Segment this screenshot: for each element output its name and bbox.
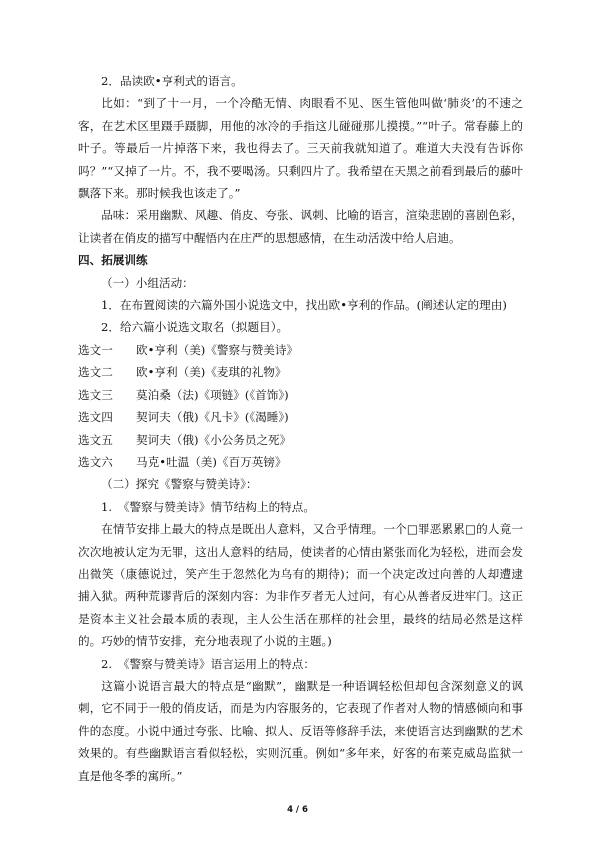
language-paragraph: 这篇小说语言最大的特点是“幽默”，幽默是一种语调轻松但却包含深刻意义的讽刺，它不同于一般的俏皮话，而是为内容服务的，它表现了作者对人物的情感倾向和事件的态度。小说中通过夸张、比喻、拟人、反语等修辞手法，来使语言达到幽默的艺术效果的。有些幽默语言看似轻松，实则沉重。例如“多年来，好客的布莱克威岛监狱一直是他冬季的寓所。”: [78, 678, 523, 783]
selection-text: 欧•亨利（美)《麦琪的礼物》: [136, 365, 287, 380]
selection-text: 莫泊桑（法)《项链》(《首饰》): [136, 387, 289, 402]
selection-row: [78, 384, 523, 406]
selection-text: 马克•吐温（美)《百万英镑》: [136, 454, 287, 469]
selection-row: [78, 361, 523, 383]
selection-text: 契诃夫（俄)《凡卡》(《渴睡》): [136, 410, 289, 425]
page-number: 4 / 6: [287, 805, 308, 815]
selection-text: 欧•亨利（美)《警察与赞美诗》: [136, 342, 299, 357]
selection-label: 选文一: [78, 342, 113, 357]
selection-label: 选文二: [78, 365, 113, 380]
selection-label: 选文六: [78, 454, 113, 469]
selection-label: 选文三: [78, 387, 113, 402]
example-paragraph: 比如：“到了十一月，一个冷酷无情、肉眼看不见、医生管他叫做‘肺炎’的不速之客，在艺术区里蹑手蹑脚，用他的冰冷的手指这儿碰碰那儿摸摸。”“叶子。常春藤上的叶子。等最后一片掉落下来，我也得去了。三天前我就知道了。难道大夫没有告诉你吗？”“又掉了一片。不，我不要喝汤。只剩四片了。我希望在天黑之前看到最后的藤叶飘落下来。那时候我也该走了。”: [78, 96, 523, 201]
selection-row: [78, 429, 523, 451]
plot-paragraph: 在情节安排上最大的特点是既出人意料，又合乎情理。一个□罪恶累累□的人竟一次次地被认定为无罪，这出人意料的结局，使读者的心情由紧张而化为轻松，进而会发出微笑（康德说过，笑产生于忽然化为乌有的期待)；而一个决定改过向善的人却遭逮捕入狱。两种荒谬背后的深刻内容：为非作歹者无人过问，有心从善者反进牢门。这正是资本主义社会最本质的表现，主人公生活在那样的社会里，最终的结局必然是这样的。巧妙的情节安排，充分地表现了小说的主题。): [78, 522, 523, 649]
document-body: [78, 70, 523, 787]
explore-heading: （二）探究《警察与赞美诗》：: [101, 477, 258, 492]
group-activity-heading: （一）小组活动：: [101, 275, 194, 290]
selection-row: [78, 451, 523, 473]
selection-label: 选文四: [78, 410, 113, 425]
appreciation-paragraph: 品味：采用幽默、风趣、俏皮、夸张、讽刺、比喻的语言，渲染悲剧的喜剧色彩，让读者在俏皮的描写中醒悟内在庄严的思想感情，在生动活泼中给人启迪。: [78, 208, 523, 245]
explore-item-1: 1. 《警察与赞美诗》情节结构上的特点。: [101, 499, 315, 514]
selection-label: 选文五: [78, 432, 113, 447]
selection-row: [78, 339, 523, 361]
activity-item-1: 1．在布置阅读的六篇外国小说选文中，找出欧•亨利的作品。(阐述认定的理由): [101, 298, 507, 313]
explore-item-2: 2. 《警察与赞美诗》语言运用上的特点：: [101, 656, 315, 671]
selection-text: 契诃夫（俄)《小公务员之死》: [136, 432, 292, 447]
section-heading-extension: 四、拓展训练: [78, 253, 148, 268]
activity-item-2: 2．给六篇小说选文取名（拟题目）。: [101, 320, 289, 335]
selection-row: [78, 406, 523, 428]
item-2-heading: 2．品读欧•亨利式的语言。: [101, 74, 243, 88]
